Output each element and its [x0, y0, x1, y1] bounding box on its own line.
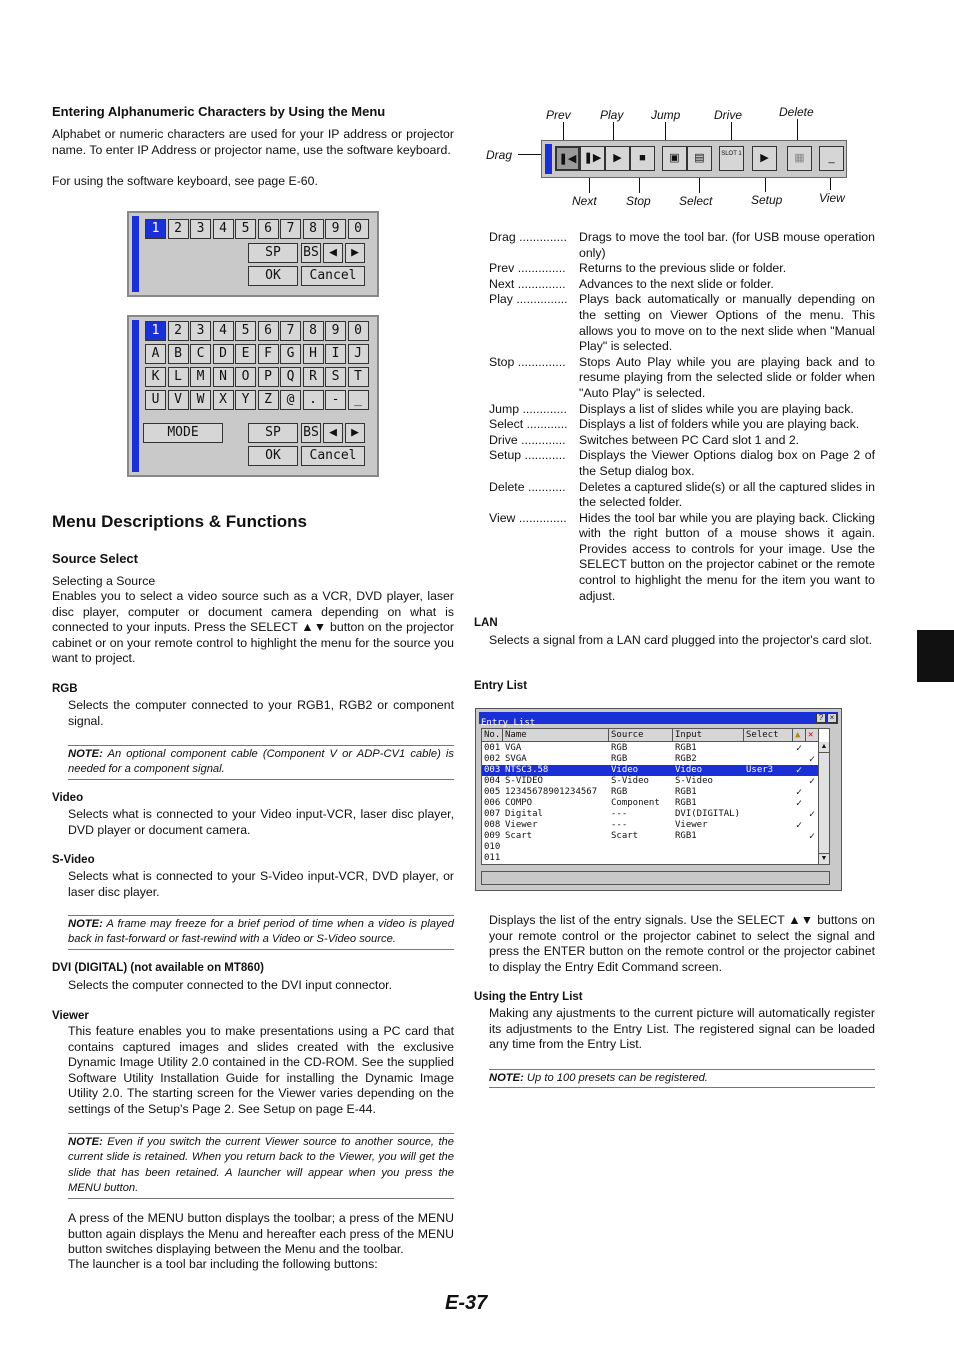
scroll-up-icon[interactable]: ▲	[819, 742, 829, 753]
cell-input: Viewer	[675, 820, 708, 830]
cell-no: 008	[484, 820, 501, 830]
cell-input: DVI(DIGITAL)	[675, 809, 741, 819]
key-char[interactable]: W	[190, 390, 211, 410]
help-button[interactable]: ?	[816, 713, 826, 723]
space-key[interactable]: SP	[248, 243, 298, 263]
description-term: Prev ..............	[489, 261, 566, 276]
play-button[interactable]	[605, 146, 630, 171]
key-char[interactable]: V	[168, 390, 189, 410]
key-char[interactable]: Q	[280, 367, 301, 387]
key-char[interactable]: Y	[235, 390, 256, 410]
cell-source: ---	[611, 809, 628, 819]
stop-button[interactable]	[630, 146, 655, 171]
note-4	[489, 1069, 875, 1088]
key-char[interactable]: 6	[258, 321, 279, 341]
description-definition: Displays the Viewer Options dialog box on Page 2 of the Setup dialog box.	[579, 448, 875, 478]
cell-source: Video	[611, 765, 639, 775]
label-jump: Jump	[651, 108, 681, 122]
col-header-lock-icon: ▲	[793, 729, 806, 742]
page-number: E-37	[445, 1292, 488, 1314]
cell-no: 005	[484, 787, 501, 797]
check-icon: ✓	[796, 765, 803, 776]
menu-heading: Menu Descriptions & Functions	[52, 512, 308, 531]
key-char[interactable]: X	[213, 390, 234, 410]
key-char[interactable]: I	[325, 344, 346, 364]
description-row	[489, 230, 875, 261]
description-term: Play ...............	[489, 292, 568, 307]
description-term: Setup ............	[489, 448, 566, 463]
cell-name: 12345678901234567	[505, 787, 598, 797]
check-icon: ✓	[809, 831, 816, 842]
launcher-text: The launcher is a tool bar including the following buttons:	[68, 1257, 378, 1271]
ok-key[interactable]: OK	[248, 446, 298, 466]
dvi-heading: DVI (DIGITAL) (not available on MT860)	[52, 962, 264, 974]
description-row	[489, 402, 875, 418]
svideo-text: Selects what is connected to your S-Video input-VCR, DVD player, or laser disc player.	[68, 869, 454, 899]
folder-icon: ▤	[694, 152, 705, 164]
cell-name: Scart	[505, 831, 533, 841]
key-char[interactable]: E	[235, 344, 256, 364]
key-char[interactable]: D	[213, 344, 234, 364]
key-digit[interactable]: 3	[190, 219, 211, 239]
col-header-input: Input	[673, 729, 744, 742]
window-titlebar	[479, 712, 838, 728]
cell-no: 002	[484, 754, 501, 764]
description-row	[489, 511, 875, 605]
cell-no: 001	[484, 743, 501, 753]
launcher-toolbar	[541, 140, 847, 178]
entry-list-heading: Entry List	[474, 680, 528, 692]
trash-icon: ▦	[794, 152, 805, 164]
label-prev: Prev	[546, 108, 571, 122]
table-row[interactable]	[482, 853, 819, 864]
entry-list-window	[475, 708, 842, 891]
note-label: NOTE:	[68, 1136, 103, 1148]
table-row[interactable]	[482, 809, 819, 820]
description-term: Next ..............	[489, 276, 566, 291]
description-definition: Advances to the next slide or folder.	[579, 276, 774, 291]
description-term: Select ............	[489, 417, 568, 432]
drag-handle[interactable]	[545, 144, 552, 174]
description-definition: Deletes a captured slide(s) or all the captured slides in the selected folder.	[579, 479, 875, 510]
description-definition: Drags to move the tool bar. (for USB mouse operation only)	[579, 230, 875, 260]
key-char[interactable]: T	[348, 367, 369, 387]
key-digit[interactable]: 7	[280, 219, 301, 239]
key-digit[interactable]: 0	[348, 219, 369, 239]
key-digit[interactable]: 1	[145, 219, 166, 239]
check-icon: ✓	[809, 754, 816, 765]
cell-input: RGB2	[675, 754, 697, 764]
enter-paragraph-2: For using the software keyboard, see page E-60.	[52, 174, 318, 188]
label-next: Next	[572, 194, 597, 208]
delete-button[interactable]	[787, 146, 812, 171]
rgb-heading: RGB	[52, 683, 78, 695]
key-char[interactable]: L	[168, 367, 189, 387]
viewer-text: This feature enables you to make presentations using a PC card that contains captured images and slides created with the exclusive Dynamic Image Utility 2.0 contained in the CD-ROM. See the supplied Software Utility Installation Guide for installing the Dynamic Image Utility 2.0. The starting screen for the Viewer varies depending on the settings of the Setup's Page 2. See Setup on page E-44.	[68, 1024, 454, 1116]
cell-input: S-Video	[675, 776, 713, 786]
table-row[interactable]	[482, 743, 819, 754]
cell-input: Video	[675, 765, 703, 775]
cell-no: 003	[484, 765, 501, 775]
svideo-heading: S-Video	[52, 854, 95, 866]
cell-input: RGB1	[675, 743, 697, 753]
table-row[interactable]	[482, 787, 819, 798]
key-char[interactable]: 5	[235, 321, 256, 341]
key-char[interactable]: K	[145, 367, 166, 387]
note-text: Up to 100 presets can be registered.	[526, 1072, 708, 1084]
check-icon: ✓	[796, 743, 803, 754]
table-row[interactable]	[482, 798, 819, 809]
enter-paragraph: Alphabet or numeric characters are used for your IP address or projector name. To enter IP Address or projector name, use the software keyboard.	[52, 127, 454, 157]
label-setup: Setup	[751, 193, 783, 207]
cell-name: SVGA	[505, 754, 527, 764]
table-row[interactable]	[482, 754, 819, 765]
status-bar	[481, 871, 830, 885]
key-char[interactable]: S	[325, 367, 346, 387]
description-row	[489, 277, 875, 293]
key-digit[interactable]: 9	[325, 219, 346, 239]
check-icon: ✓	[796, 798, 803, 809]
cell-name: Digital	[505, 809, 543, 819]
col-header-source: Source	[609, 729, 673, 742]
description-term: Drive .............	[489, 432, 566, 447]
label-select: Select	[679, 194, 713, 208]
key-char[interactable]: 2	[168, 321, 189, 341]
note-1	[68, 745, 454, 780]
col-header-no: No.	[482, 729, 503, 742]
key-char[interactable]: O	[235, 367, 256, 387]
entry-table	[481, 728, 830, 865]
description-definition: Hides the tool bar while you are playing back. Clicking with the right button of a mouse shows it again. Provides access to controls for your image. Use the SELECT button on the projector cabinet or the remote control to highlight the menu for the item you want to adjust.	[579, 510, 875, 603]
rgb-text: Selects the computer connected to your RGB1, RGB2 or component signal.	[68, 698, 454, 728]
lan-text: Selects a signal from a LAN card plugged into the projector's card slot.	[489, 633, 873, 647]
key-char[interactable]: B	[168, 344, 189, 364]
cell-name: COMPO	[505, 798, 533, 808]
key-char[interactable]: P	[258, 367, 279, 387]
entry-list-text: Displays the list of the entry signals. Use the SELECT ▲▼ buttons on your remote control or the projector cabinet to select the signal and press the ENTER button on the remote control or the projector cabinet to display the Entry Edit Command screen.	[489, 913, 875, 974]
key-char[interactable]: 0	[348, 321, 369, 341]
cell-input: RGB1	[675, 787, 697, 797]
description-definition: Displays a list of slides while you are playing back.	[579, 401, 854, 416]
jump-button[interactable]	[662, 146, 687, 171]
key-char[interactable]: H	[303, 344, 324, 364]
source-select-heading: Source Select	[52, 551, 138, 566]
source-select-subtitle: Selecting a Source	[52, 574, 156, 588]
label-view: View	[819, 191, 845, 205]
video-heading: Video	[52, 792, 84, 804]
cell-input: RGB1	[675, 831, 697, 841]
col-header-x-icon: ✕	[806, 729, 819, 742]
key-char[interactable]: R	[303, 367, 324, 387]
scrollbar[interactable]	[818, 742, 829, 864]
prev-icon: ❚◀	[558, 153, 577, 165]
viewer-heading: Viewer	[52, 1010, 89, 1022]
cursor-left-key[interactable]: ◀	[323, 243, 343, 263]
next-button[interactable]	[580, 146, 605, 171]
dvi-text: Selects the computer connected to the DVI input connector.	[68, 978, 393, 992]
note-label: NOTE:	[68, 918, 103, 930]
source-select-text: Enables you to select a video source such as a VCR, DVD player, laser disc player, computer or document camera depending on what is connected to your inputs. Press the SELECT ▲▼ button on the projector cabinet or on your remote control to highlight the menu for the source you want to project.	[52, 589, 454, 666]
video-text: Selects what is connected to your Video input-VCR, laser disc player, DVD player or document camera.	[68, 807, 454, 837]
cell-source: ---	[611, 820, 628, 830]
description-definition: Plays back automatically or manually depending on the setting on Viewer Options of the menu. This allows you to move on to the next slide when "Manual Play" is selected.	[579, 292, 875, 354]
close-button[interactable]: ×	[827, 713, 837, 723]
toolbar-descriptions	[489, 230, 875, 604]
drive-button[interactable]: SLOT 1	[719, 146, 744, 171]
description-definition: Returns to the previous slide or folder.	[579, 261, 787, 276]
cell-source: Component	[611, 798, 660, 808]
description-row	[489, 433, 875, 449]
description-row	[489, 448, 875, 479]
cancel-key[interactable]: Cancel	[301, 446, 365, 466]
check-icon: ✓	[796, 787, 803, 798]
check-icon: ✓	[809, 809, 816, 820]
key-char[interactable]: U	[145, 390, 166, 410]
check-icon: ✓	[809, 776, 816, 787]
key-digit[interactable]: 2	[168, 219, 189, 239]
key-digit[interactable]: 4	[213, 219, 234, 239]
key-char[interactable]: 1	[145, 321, 166, 341]
description-row	[489, 355, 875, 402]
cell-source: RGB	[611, 743, 628, 753]
key-char[interactable]: F	[258, 344, 279, 364]
col-header-name: Name	[503, 729, 609, 742]
menu-button-text: A press of the MENU button displays the toolbar; a press of the MENU button again displays the Menu and hereafter each press of the MENU button switches displaying between the Menu and the toolbar.	[68, 1211, 454, 1257]
key-char[interactable]: 9	[325, 321, 346, 341]
key-char[interactable]: M	[190, 367, 211, 387]
cell-no: 006	[484, 798, 501, 808]
cell-no: 010	[484, 842, 501, 852]
cell-select: User3	[746, 765, 774, 775]
key-char[interactable]: C	[190, 344, 211, 364]
key-digit[interactable]: 5	[235, 219, 256, 239]
cursor-left-key[interactable]: ◀	[323, 423, 343, 443]
view-button[interactable]	[819, 146, 844, 171]
enter-heading: Entering Alphanumeric Characters by Using the Menu	[52, 104, 386, 119]
cell-no: 004	[484, 776, 501, 786]
cell-source: RGB	[611, 787, 628, 797]
note-label: NOTE:	[489, 1072, 524, 1084]
cell-no: 011	[484, 853, 501, 863]
stop-icon: ■	[639, 152, 646, 164]
lan-heading: LAN	[474, 617, 498, 629]
cell-name: VGA	[505, 743, 522, 753]
description-term: Drag ..............	[489, 230, 567, 244]
key-digit[interactable]: 6	[258, 219, 279, 239]
jump-icon: ▣	[669, 152, 680, 164]
minimize-icon: _	[828, 152, 835, 164]
cell-name: Viewer	[505, 820, 538, 830]
software-keyboard-full	[127, 315, 379, 477]
description-row	[489, 292, 875, 354]
mode-key[interactable]: MODE	[143, 423, 223, 443]
description-row	[489, 417, 875, 433]
note-2	[68, 915, 454, 950]
space-key[interactable]: SP	[248, 423, 298, 443]
prev-button[interactable]	[555, 146, 580, 171]
key-char[interactable]: @	[280, 390, 301, 410]
table-row[interactable]	[482, 820, 819, 831]
label-stop: Stop	[626, 194, 651, 208]
label-delete: Delete	[779, 105, 814, 119]
note-text: An optional component cable (Component V or ADP-CV1 cable) is needed for a component signal.	[68, 748, 454, 776]
table-row[interactable]	[482, 842, 819, 853]
description-row	[489, 261, 875, 277]
key-char[interactable]: -	[325, 390, 346, 410]
cursor-right-key[interactable]: ▶	[345, 423, 365, 443]
key-char[interactable]: 4	[213, 321, 234, 341]
key-char[interactable]: N	[213, 367, 234, 387]
backspace-key[interactable]: BS	[301, 243, 321, 263]
table-row[interactable]	[482, 765, 819, 776]
cell-source: Scart	[611, 831, 639, 841]
using-entry-list-text: Making any ajustments to the current picture will automatically register its adjustments to the Entry List. The registered signal can be loaded any time from the Entry List.	[489, 1006, 875, 1052]
keyboard-stripe	[132, 216, 139, 292]
cell-no: 009	[484, 831, 501, 841]
check-icon: ✓	[796, 820, 803, 831]
key-char[interactable]: G	[280, 344, 301, 364]
description-term: Stop ..............	[489, 354, 566, 369]
description-definition: Stops Auto Play while you are playing back and to resume playing from the selected slide or folder when "Auto Play" is selected.	[579, 354, 875, 400]
note-3	[68, 1133, 454, 1199]
note-text: Even if you switch the current Viewer source to another source, the current slide is retained. When you return back to the Viewer, you will get the slide that has been retained. A launcher will appear when you press the MENU button.	[68, 1136, 454, 1195]
note-label: NOTE:	[68, 748, 103, 760]
table-row[interactable]	[482, 776, 819, 787]
play-icon: ▶	[613, 152, 622, 164]
key-char[interactable]: 3	[190, 321, 211, 341]
backspace-key[interactable]: BS	[301, 423, 321, 443]
cancel-key[interactable]: Cancel	[301, 266, 365, 286]
software-keyboard-numeric	[127, 211, 379, 297]
description-definition: Switches between PC Card slot 1 and 2.	[579, 432, 800, 447]
cell-no: 007	[484, 809, 501, 819]
description-term: Delete ...........	[489, 479, 566, 494]
key-char[interactable]: A	[145, 344, 166, 364]
keyboard-stripe	[132, 320, 139, 472]
key-char[interactable]: Z	[258, 390, 279, 410]
ok-key[interactable]: OK	[248, 266, 298, 286]
select-button[interactable]	[687, 146, 712, 171]
key-digit[interactable]: 8	[303, 219, 324, 239]
label-drive: Drive	[714, 108, 743, 122]
cursor-right-key[interactable]: ▶	[345, 243, 365, 263]
label-drag: Drag	[486, 148, 513, 162]
cell-source: RGB	[611, 754, 628, 764]
next-icon: ❚▶	[583, 152, 602, 164]
col-header-select: Select	[744, 729, 793, 742]
key-char[interactable]: 8	[303, 321, 324, 341]
key-char[interactable]: _	[348, 390, 369, 410]
using-entry-list-heading: Using the Entry List	[474, 991, 583, 1003]
cell-input: RGB1	[675, 798, 697, 808]
note-text: A frame may freeze for a brief period of time when a video is played back in fast-forward or fast-rewind with a Video or S-Video source.	[68, 918, 454, 946]
description-definition: Displays a list of folders while you are playing back.	[579, 417, 860, 432]
table-row[interactable]	[482, 831, 819, 842]
cell-name: S-VIDEO	[505, 776, 543, 786]
setup-button[interactable]	[752, 146, 777, 171]
label-play: Play	[600, 108, 624, 122]
cell-source: S-Video	[611, 776, 649, 786]
cell-name: NTSC3.58	[505, 765, 549, 775]
window-title: Entry List	[481, 718, 536, 728]
scroll-down-icon[interactable]: ▼	[820, 855, 828, 862]
description-term: Jump .............	[489, 401, 567, 416]
setup-icon: ▶	[760, 152, 769, 164]
key-char[interactable]: J	[348, 344, 369, 364]
key-char[interactable]: 7	[280, 321, 301, 341]
chapter-tab	[917, 630, 954, 682]
key-char[interactable]: .	[303, 390, 324, 410]
description-row	[489, 480, 875, 511]
description-term: View ..............	[489, 510, 567, 525]
